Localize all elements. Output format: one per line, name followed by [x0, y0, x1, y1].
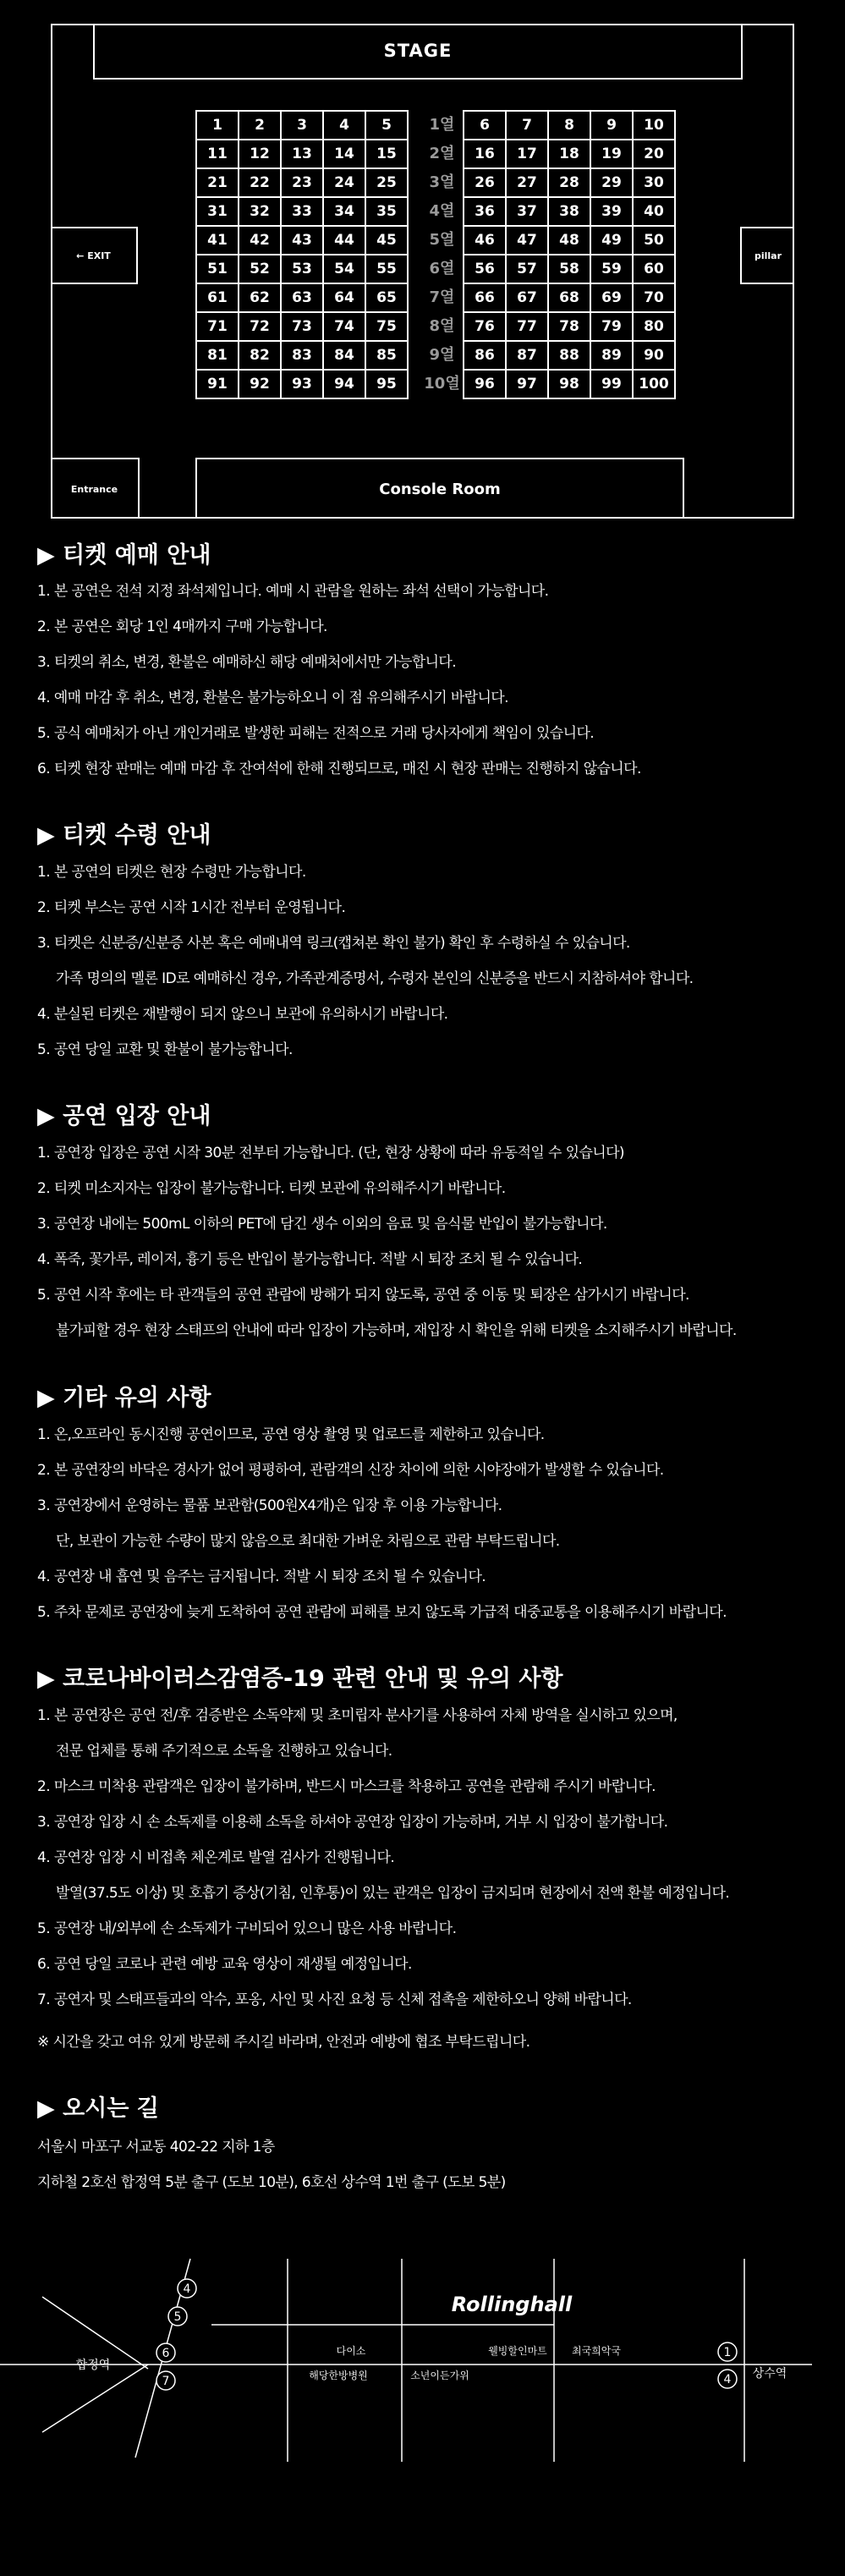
- seat[interactable]: 22: [239, 168, 281, 197]
- notes-item: 3. 공연장에서 운영하는 물품 보관함(500원X4개)은 입장 후 이용 가능합니다.: [37, 1497, 502, 1514]
- exit-4-sangsu: [718, 2370, 737, 2388]
- seat[interactable]: 8: [548, 111, 590, 140]
- seat[interactable]: 31: [196, 197, 239, 226]
- seat[interactable]: 10: [633, 111, 675, 140]
- seat[interactable]: 95: [365, 370, 408, 398]
- entry-item: 3. 공연장 내에는 500mL 이하의 PET에 담긴 생수 이외의 음료 및 음식물 반입이 불가능합니다.: [37, 1216, 607, 1233]
- seat[interactable]: 71: [196, 312, 239, 341]
- row-label: 4열: [429, 202, 455, 220]
- notes-item: 5. 주차 문제로 공연장에 늦게 도착하여 공연 관람에 피해를 보지 않도록 가급적 대중교통을 이용해주시기 바랍니다.: [37, 1604, 727, 1621]
- seat[interactable]: 73: [281, 312, 323, 341]
- seat[interactable]: 64: [323, 283, 365, 312]
- ticket-pickup-item: 1. 본 공연의 티켓은 현장 수령만 가능합니다.: [37, 864, 306, 881]
- subway-directions: 지하철 2호선 합정역 5분 출구 (도보 10분), 6호선 상수역 1번 출구 (도보 5분): [37, 2174, 506, 2191]
- ticket-pickup-item: 2. 티켓 부스는 공연 시작 1시간 전부터 운영됩니다.: [37, 899, 346, 916]
- entry-item: 1. 공연장 입장은 공연 시작 30분 전부터 가능합니다. (단, 현장 상황에 따라 유동적일 수 있습니다): [37, 1145, 624, 1162]
- seat-row: [196, 255, 408, 283]
- ticket-booking-item: 6. 티켓 현장 판매는 예매 마감 후 잔여석에 한해 진행되므로, 매진 시 현장 판매는 진행하지 않습니다.: [37, 761, 641, 777]
- seat[interactable]: 98: [548, 370, 590, 398]
- row-label: 7열: [429, 288, 455, 306]
- seat[interactable]: 43: [281, 226, 323, 255]
- seat-row: [196, 111, 408, 140]
- seat[interactable]: 16: [464, 140, 506, 168]
- seat[interactable]: 54: [323, 255, 365, 283]
- seat[interactable]: 26: [464, 168, 506, 197]
- exit-5-hapjeong: [168, 2307, 187, 2326]
- seat[interactable]: 72: [239, 312, 281, 341]
- row-label: 8열: [429, 317, 455, 335]
- seat[interactable]: 30: [633, 168, 675, 197]
- covid-item: 발열(37.5도 이상) 및 호흡기 증상(기침, 인후통)이 있는 관객은 입장이 금지되며 현장에서 전액 환불 예정입니다.: [56, 1885, 730, 1902]
- pillar-label: pillar: [740, 227, 794, 284]
- seat[interactable]: 96: [464, 370, 506, 398]
- seat[interactable]: 77: [506, 312, 548, 341]
- wellbeing-mart-label: 웰빙할인마트: [488, 2345, 547, 2357]
- seat[interactable]: 70: [633, 283, 675, 312]
- seat[interactable]: 68: [548, 283, 590, 312]
- seat[interactable]: 11: [196, 140, 239, 168]
- seat[interactable]: 32: [239, 197, 281, 226]
- row-label: 5열: [429, 231, 455, 249]
- seat[interactable]: 48: [548, 226, 590, 255]
- seat[interactable]: 5: [365, 111, 408, 140]
- seat[interactable]: 50: [633, 226, 675, 255]
- seat-row: [464, 312, 675, 341]
- directions-title: ▶ 오시는 길: [37, 2095, 159, 2122]
- ticket-pickup-item: 4. 분실된 티켓은 재발행이 되지 않으니 보관에 유의하시기 바랍니다.: [37, 1006, 448, 1023]
- ticket-booking-item: 4. 예매 마감 후 취소, 변경, 환불은 불가능하오니 이 점 유의해주시기 바랍니다.: [37, 689, 508, 706]
- seat-row: [464, 111, 675, 140]
- console-room: Console Room: [195, 458, 684, 519]
- seat[interactable]: 88: [548, 341, 590, 370]
- ticket-booking-item: 3. 티켓의 취소, 변경, 환불은 예매하신 해당 예매처에서만 가능합니다.: [37, 654, 457, 671]
- seat-row: [196, 312, 408, 341]
- seat[interactable]: 81: [196, 341, 239, 370]
- covid-item: 전문 업체를 통해 주기적으로 소독을 진행하고 있습니다.: [56, 1743, 392, 1760]
- seat[interactable]: 93: [281, 370, 323, 398]
- svg-text:6: 6: [162, 2347, 170, 2360]
- seat[interactable]: 27: [506, 168, 548, 197]
- seat[interactable]: 41: [196, 226, 239, 255]
- row-label: 6열: [429, 260, 455, 277]
- seat[interactable]: 2: [239, 111, 281, 140]
- seat[interactable]: 90: [633, 341, 675, 370]
- location-map: [0, 2233, 845, 2487]
- seat[interactable]: 1: [196, 111, 239, 140]
- seat[interactable]: 7: [506, 111, 548, 140]
- covid-item: 7. 공연자 및 스태프들과의 악수, 포옹, 사인 및 사진 요청 등 신체 접촉을 제한하오니 양해 바랍니다.: [37, 1991, 632, 2008]
- seat[interactable]: 33: [281, 197, 323, 226]
- roads: [0, 2259, 812, 2462]
- seat[interactable]: 91: [196, 370, 239, 398]
- ticket-booking-item: 1. 본 공연은 전석 지정 좌석제입니다. 예매 시 관람을 원하는 좌석 선택이 가능합니다.: [37, 583, 549, 600]
- seat[interactable]: 51: [196, 255, 239, 283]
- seat[interactable]: 66: [464, 283, 506, 312]
- ticket-pickup-item: 3. 티켓은 신분증/신분증 사본 혹은 예매내역 링크(캡쳐본 확인 불가) 확인 후 수령하실 수 있습니다.: [37, 935, 630, 952]
- exit-7-hapjeong: [156, 2371, 175, 2390]
- svg-text:5: 5: [173, 2310, 182, 2324]
- entry-item: 5. 공연 시작 후에는 타 관객들의 공연 관람에 방해가 되지 않도록, 공연 중 이동 및 퇴장은 삼가시기 바랍니다.: [37, 1287, 689, 1304]
- seat[interactable]: 75: [365, 312, 408, 341]
- seat[interactable]: 3: [281, 111, 323, 140]
- seat-row: [196, 370, 408, 398]
- seat[interactable]: 28: [548, 168, 590, 197]
- seat[interactable]: 45: [365, 226, 408, 255]
- seat-row: [196, 140, 408, 168]
- ticket-pickup-title: ▶ 티켓 수령 안내: [37, 822, 211, 849]
- seat[interactable]: 36: [464, 197, 506, 226]
- seat[interactable]: 65: [365, 283, 408, 312]
- seat[interactable]: 69: [590, 283, 633, 312]
- rollinghall-label: Rollinghall: [451, 2293, 573, 2316]
- seat-row: [464, 341, 675, 370]
- seat[interactable]: 60: [633, 255, 675, 283]
- seat[interactable]: 6: [464, 111, 506, 140]
- exit-6-hapjeong: [156, 2343, 175, 2362]
- seat[interactable]: 40: [633, 197, 675, 226]
- seat[interactable]: 63: [281, 283, 323, 312]
- seat[interactable]: 49: [590, 226, 633, 255]
- daiso-label: 다이소: [336, 2345, 366, 2357]
- seat[interactable]: 12: [239, 140, 281, 168]
- notes-title: ▶ 기타 유의 사항: [37, 1385, 211, 1411]
- seat[interactable]: 78: [548, 312, 590, 341]
- seat[interactable]: 47: [506, 226, 548, 255]
- seat[interactable]: 61: [196, 283, 239, 312]
- seat[interactable]: 89: [590, 341, 633, 370]
- covid-item: 6. 공연 당일 코로나 관련 예방 교육 영상이 재생될 예정입니다.: [37, 1956, 412, 1973]
- seat[interactable]: 9: [590, 111, 633, 140]
- row-label: 2열: [429, 145, 455, 162]
- seat[interactable]: 82: [239, 341, 281, 370]
- stage: STAGE: [93, 24, 743, 80]
- covid-item: 1. 본 공연장은 공연 전/후 검증받은 소독약제 및 초미립자 분사기를 사용하여 자체 방역을 실시하고 있으며,: [37, 1707, 678, 1724]
- entrance-label: Entrance: [51, 458, 140, 519]
- sangsu-station-label: 상수역: [752, 2367, 787, 2381]
- seat[interactable]: 52: [239, 255, 281, 283]
- seat-row: [464, 168, 675, 197]
- entry-title: ▶ 공연 입장 안내: [37, 1103, 211, 1129]
- seat[interactable]: 55: [365, 255, 408, 283]
- seat-block-right: [463, 110, 676, 399]
- hospital-label: 해당한방병원: [309, 2370, 368, 2381]
- seat[interactable]: 87: [506, 341, 548, 370]
- seat[interactable]: 42: [239, 226, 281, 255]
- entry-item: 불가피할 경우 현장 스태프의 안내에 따라 입장이 가능하며, 재입장 시 확인을 위해 티켓을 소지해주시기 바랍니다.: [56, 1322, 737, 1339]
- seat[interactable]: 59: [590, 255, 633, 283]
- row-label: 10열: [424, 375, 460, 393]
- covid-item: 2. 마스크 미착용 관람객은 입장이 불가하며, 반드시 마스크를 착용하고 공연을 관람해 주시기 바랍니다.: [37, 1778, 656, 1795]
- seat-row: [196, 283, 408, 312]
- address: 서울시 마포구 서교동 402-22 지하 1층: [37, 2139, 275, 2156]
- seat[interactable]: 53: [281, 255, 323, 283]
- seat[interactable]: 57: [506, 255, 548, 283]
- entry-item: 4. 폭죽, 꽃가루, 레이저, 흉기 등은 반입이 불가능합니다. 적발 시 퇴장 조치 될 수 있습니다.: [37, 1251, 583, 1268]
- entry-item: 2. 티켓 미소지자는 입장이 불가능합니다. 티켓 보관에 유의해주시기 바랍니다.: [37, 1180, 506, 1197]
- seat[interactable]: 79: [590, 312, 633, 341]
- seat[interactable]: 20: [633, 140, 675, 168]
- svg-text:7: 7: [162, 2375, 170, 2388]
- seat[interactable]: 44: [323, 226, 365, 255]
- seat[interactable]: 85: [365, 341, 408, 370]
- seat[interactable]: 56: [464, 255, 506, 283]
- seat[interactable]: 13: [281, 140, 323, 168]
- seat[interactable]: 92: [239, 370, 281, 398]
- seat[interactable]: 19: [590, 140, 633, 168]
- seat[interactable]: 34: [323, 197, 365, 226]
- shop-label: 소년이든가위: [410, 2370, 469, 2381]
- covid-item: 4. 공연장 입장 시 비접촉 체온계로 발열 검사가 진행됩니다.: [37, 1849, 395, 1866]
- covid-note: ※ 시간을 갖고 여유 있게 방문해 주시길 바라며, 안전과 예방에 협조 부탁드립니다.: [37, 2034, 530, 2051]
- seat[interactable]: 15: [365, 140, 408, 168]
- seat[interactable]: 21: [196, 168, 239, 197]
- seat-row: [196, 226, 408, 255]
- seat[interactable]: 23: [281, 168, 323, 197]
- seat[interactable]: 94: [323, 370, 365, 398]
- seat[interactable]: 76: [464, 312, 506, 341]
- seat-row: [464, 370, 675, 398]
- notes-item: 1. 온,오프라인 동시진행 공연이므로, 공연 영상 촬영 및 업로드를 제한하고 있습니다.: [37, 1426, 545, 1443]
- seat-row: [196, 197, 408, 226]
- seat-row: [196, 168, 408, 197]
- covid-item: 3. 공연장 입장 시 손 소독제를 이용해 소독을 하셔야 공연장 입장이 가능하며, 거부 시 입장이 불가합니다.: [37, 1814, 668, 1831]
- svg-text:4: 4: [183, 2282, 191, 2296]
- seat[interactable]: 4: [323, 111, 365, 140]
- seat[interactable]: 74: [323, 312, 365, 341]
- seat[interactable]: 84: [323, 341, 365, 370]
- row-label: 9열: [429, 346, 455, 364]
- ticket-pickup-item: 가족 명의의 멜론 ID로 예매하신 경우, 가족관계증명서, 수령자 본인의 신분증을 반드시 지참하셔야 합니다.: [56, 970, 694, 987]
- notes-item: 4. 공연장 내 흡연 및 음주는 금지됩니다. 적발 시 퇴장 조치 될 수 있습니다.: [37, 1568, 486, 1585]
- seat[interactable]: 100: [633, 370, 675, 398]
- seat[interactable]: 24: [323, 168, 365, 197]
- notes-item: 2. 본 공연장의 바닥은 경사가 없어 평평하여, 관람객의 신장 차이에 의한 시야장애가 발생할 수 있습니다.: [37, 1462, 664, 1479]
- seat[interactable]: 80: [633, 312, 675, 341]
- exit-label: ← EXIT: [51, 227, 138, 284]
- seat-row: [464, 140, 675, 168]
- seat[interactable]: 25: [365, 168, 408, 197]
- svg-text:1: 1: [723, 2346, 732, 2359]
- exit-1-sangsu: [718, 2343, 737, 2361]
- seat[interactable]: 17: [506, 140, 548, 168]
- seat[interactable]: 62: [239, 283, 281, 312]
- seat[interactable]: 46: [464, 226, 506, 255]
- ticket-pickup-item: 5. 공연 당일 교환 및 환불이 불가능합니다.: [37, 1041, 293, 1058]
- row-label: 3열: [429, 173, 455, 191]
- ticket-booking-item: 5. 공식 예매처가 아닌 개인거래로 발생한 피해는 전적으로 거래 당사자에게 책임이 있습니다.: [37, 725, 595, 742]
- seat-row: [196, 341, 408, 370]
- seat-block-left: [195, 110, 409, 399]
- ticket-booking-item: 2. 본 공연은 회당 1인 4매까지 구매 가능합니다.: [37, 618, 327, 635]
- seat[interactable]: 35: [365, 197, 408, 226]
- seat-row: [464, 197, 675, 226]
- seat[interactable]: 39: [590, 197, 633, 226]
- pharmacy-label: 최국희악국: [572, 2345, 621, 2357]
- seat[interactable]: 29: [590, 168, 633, 197]
- seat[interactable]: 86: [464, 341, 506, 370]
- seat[interactable]: 18: [548, 140, 590, 168]
- seat[interactable]: 58: [548, 255, 590, 283]
- hapjeong-station-label: 합정역: [75, 2359, 111, 2372]
- exit-4-hapjeong: [178, 2279, 196, 2298]
- seat[interactable]: 97: [506, 370, 548, 398]
- seat-row: [464, 226, 675, 255]
- seat[interactable]: 38: [548, 197, 590, 226]
- notes-item: 단, 보관이 가능한 수량이 많지 않음으로 최대한 가벼운 차림으로 관람 부탁드립니다.: [56, 1533, 560, 1550]
- seat-row: [464, 283, 675, 312]
- seat-row: [464, 255, 675, 283]
- ticket-booking-title: ▶ 티켓 예매 안내: [37, 542, 211, 568]
- row-label: 1열: [429, 116, 455, 134]
- covid-title: ▶ 코로나바이러스감염증-19 관련 안내 및 유의 사항: [37, 1666, 563, 1692]
- covid-item: 5. 공연장 내/외부에 손 소독제가 구비되어 있으니 많은 사용 바랍니다.: [37, 1920, 457, 1937]
- seat[interactable]: 37: [506, 197, 548, 226]
- seat[interactable]: 14: [323, 140, 365, 168]
- seat[interactable]: 67: [506, 283, 548, 312]
- seat[interactable]: 99: [590, 370, 633, 398]
- seat[interactable]: 83: [281, 341, 323, 370]
- svg-text:4: 4: [723, 2373, 732, 2387]
